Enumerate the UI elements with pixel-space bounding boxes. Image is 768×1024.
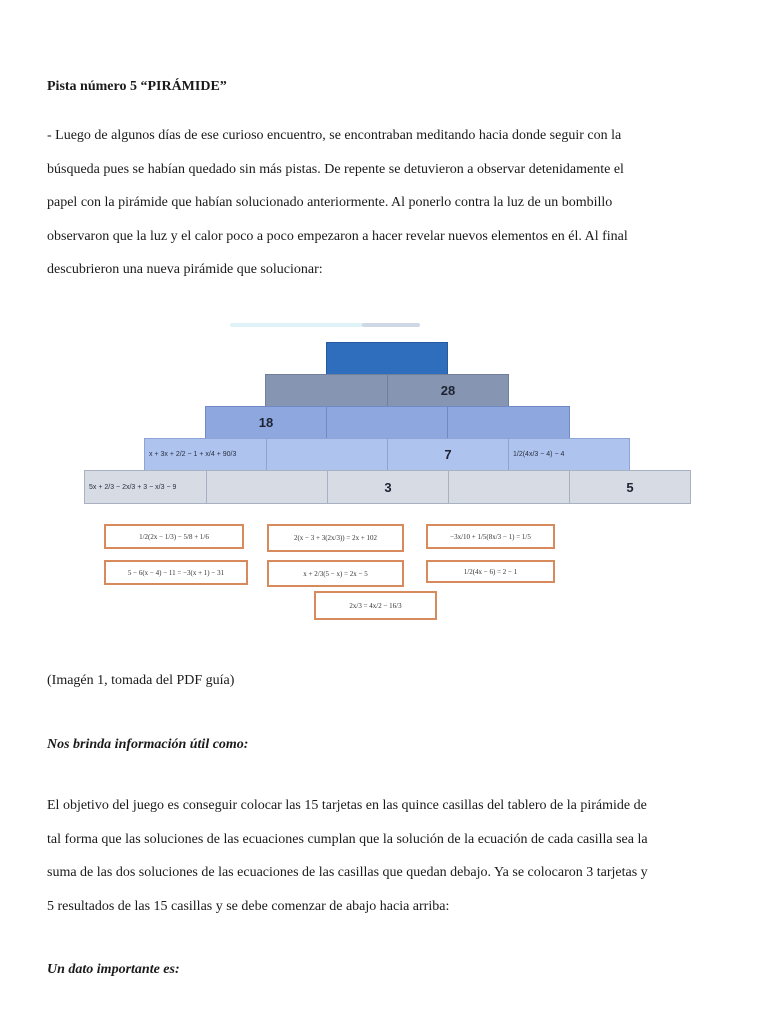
cell-value: 3 bbox=[384, 479, 392, 495]
objective-paragraph bbox=[47, 796, 719, 930]
subheading: Un dato importante es: bbox=[47, 962, 180, 977]
equation-card: 2x/3 = 4x/2 − 16/3 bbox=[314, 591, 437, 620]
paragraph-line: observaron que la luz y el calor poco a poco empezaron a hacer revelar nuevos elementos en él. Al final bbox=[47, 228, 628, 244]
pyramid-cell-top bbox=[326, 342, 448, 375]
paragraph-line: - Luego de algunos días de ese curioso encuentro, se encontraban meditando hacia donde seguir con la bbox=[47, 128, 622, 143]
pyramid-cell bbox=[448, 470, 570, 504]
pyramid-cell bbox=[508, 438, 630, 471]
paragraph-line: 5 resultados de las 15 casillas y se debe comenzar de abajo hacia arriba: bbox=[47, 898, 450, 914]
paragraph-line: suma de las dos soluciones de las ecuaciones de las casillas que quedan debajo. Ya se colocaron 3 tarjetas y bbox=[47, 865, 648, 880]
pyramid-cell bbox=[327, 470, 449, 504]
pyramid-cell bbox=[447, 406, 570, 439]
paragraph-line: papel con la pirámide que habían solucionado anteriormente. Al ponerlo contra la luz de un bombillo bbox=[47, 195, 613, 210]
paragraph-line: El objetivo del juego es conseguir colocar las 15 tarjetas en las quince casillas del tablero de la pirámide de bbox=[47, 798, 647, 813]
cell-value: 7 bbox=[444, 447, 452, 462]
pyramid-cell bbox=[326, 406, 448, 439]
pyramid-cell bbox=[569, 470, 691, 504]
pyramid-figure bbox=[82, 318, 694, 628]
pyramid-cell bbox=[266, 438, 388, 471]
section-heading: Pista número 5 “PIRÁMIDE” bbox=[47, 79, 227, 94]
pyramid-cell bbox=[265, 374, 388, 407]
cell-value: 28 bbox=[440, 383, 456, 398]
pyramid-cell bbox=[84, 470, 207, 504]
pyramid-cell bbox=[387, 374, 509, 407]
cell-equation: x + 3x + 2/2 − 1 + x/4 + 90/3 bbox=[149, 451, 237, 458]
equation-card: 1/2(2x − 1/3) − 5/8 + 1/6 bbox=[104, 524, 244, 549]
equation-card: 5 − 6(x − 4) − 11 = −3(x + 1) − 31 bbox=[104, 560, 248, 585]
cell-value: 5 bbox=[626, 479, 634, 495]
pyramid-cell bbox=[206, 470, 328, 504]
pyramid-cell bbox=[205, 406, 327, 439]
equation-card: 1/2(4x − 6) = 2 − 1 bbox=[426, 560, 555, 583]
equation-card: −3x/10 + 1/5(8x/3 − 1) = 1/5 bbox=[426, 524, 555, 549]
pyramid-cell bbox=[144, 438, 267, 471]
equation-card: x + 2/3(5 − x) = 2x − 5 bbox=[267, 560, 404, 587]
figure-caption: (Imagén 1, tomada del PDF guía) bbox=[47, 673, 235, 688]
paragraph-line: descubrieron una nueva pirámide que solucionar: bbox=[47, 262, 323, 277]
figure-decoration bbox=[230, 323, 364, 327]
cell-equation: 5x + 2/3 − 2x/3 + 3 − x/3 − 9 bbox=[89, 483, 177, 491]
paragraph-line: tal forma que las soluciones de las ecuaciones cumplan que la solución de la ecuación de cada casilla sea la bbox=[47, 831, 648, 847]
paragraph-line: búsqueda pues se habían quedado sin más pistas. De repente se detuvieron a observar detenidamente el bbox=[47, 161, 624, 177]
equation-card: 2(x − 3 + 3(2x/3)) = 2x + 102 bbox=[267, 524, 404, 552]
cell-value: 18 bbox=[258, 415, 274, 430]
intro-paragraph bbox=[47, 126, 719, 294]
cell-equation: 1/2(4x/3 − 4) − 4 bbox=[513, 451, 565, 458]
pyramid-cell bbox=[387, 438, 509, 471]
figure-decoration bbox=[362, 323, 420, 327]
subheading: Nos brinda información útil como: bbox=[47, 737, 249, 752]
